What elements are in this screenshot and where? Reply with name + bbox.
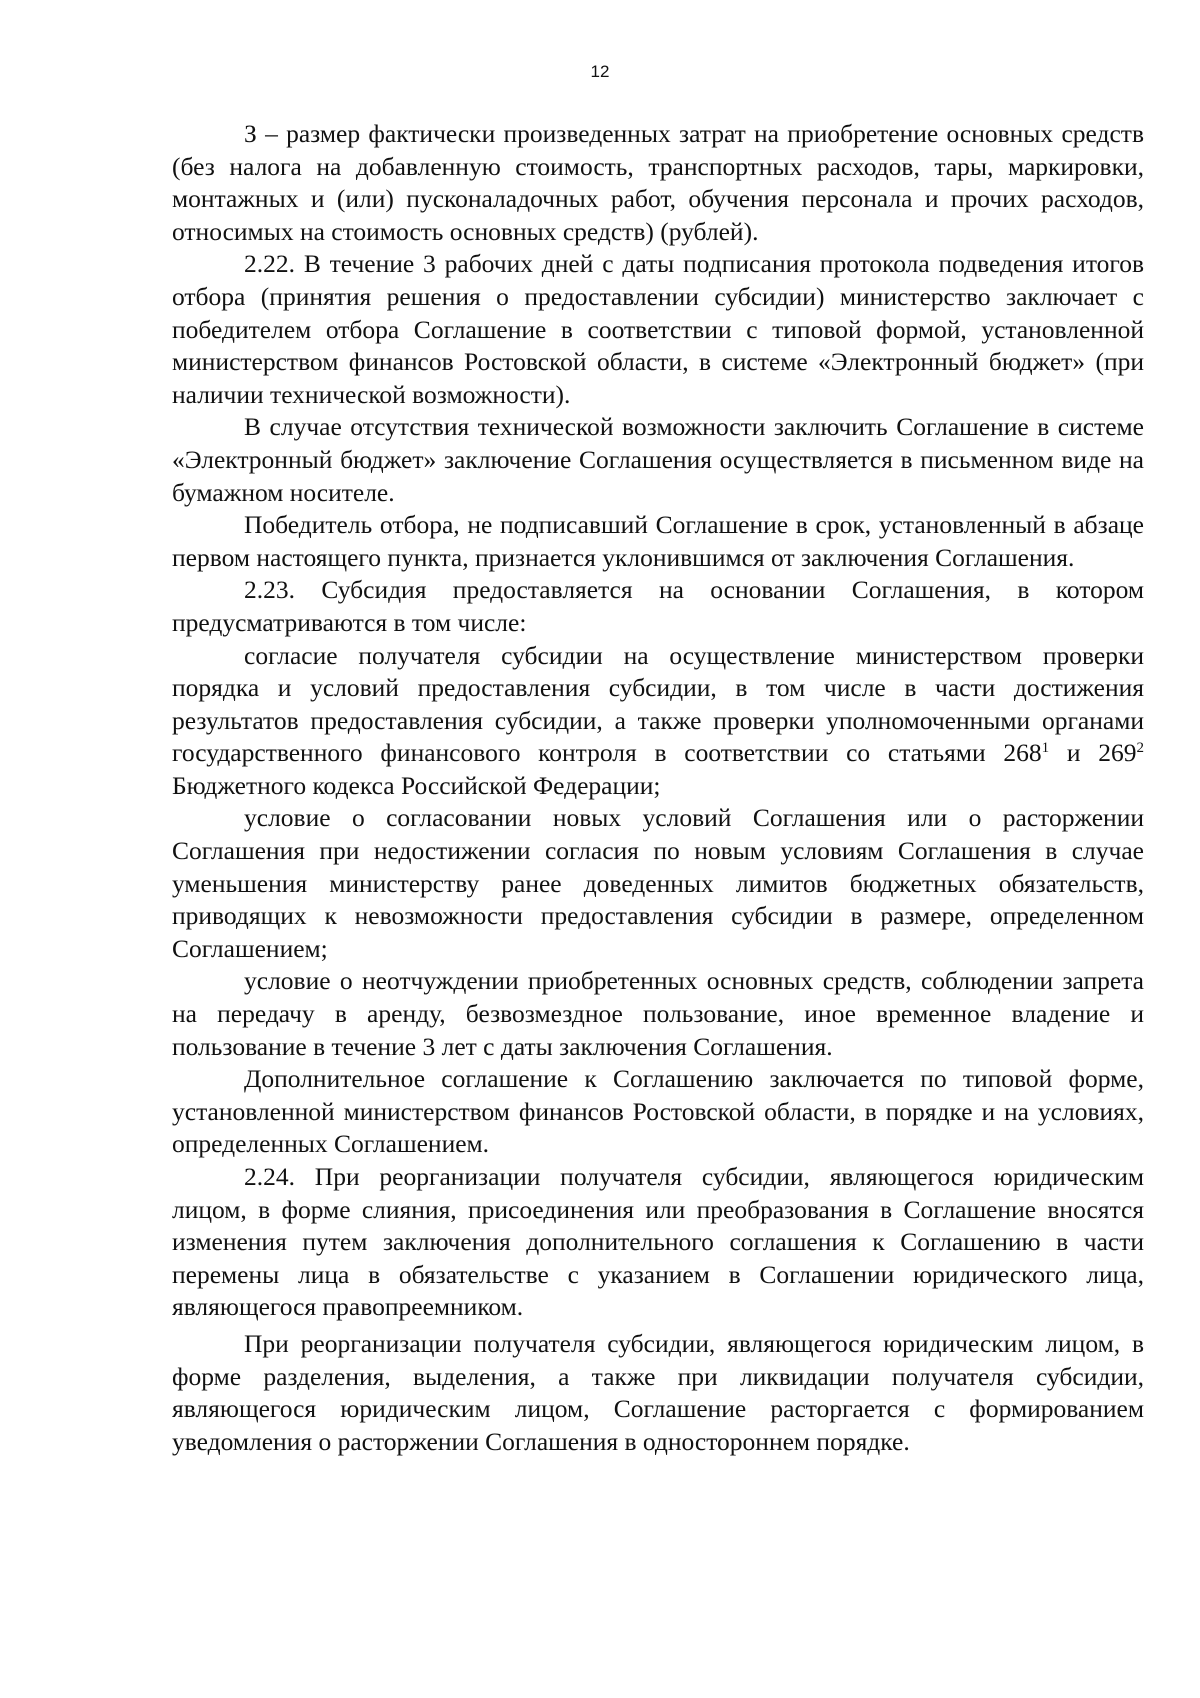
paragraph-non-alienation: условие о неотчуждении приобретенных основных средств, соблюдении запрета на передачу в аренду, безвозмездное пользование, иное временное владение и пользование в течение 3 лет с даты заключения Соглашения. [172,966,1144,1061]
paragraph-additional-agreement: Дополнительное соглашение к Соглашению заключается по типовой форме, установленной министерством финансов Ростовской области, в порядке и на условиях, определенных Соглашением. [172,1064,1144,1159]
paragraph-reorganization-termination: При реорганизации получателя субсидии, являющегося юридическим лицом, в форме разделения, выделения, а также при ликвидации получателя субсидии, являющегося юридическим лицом, Соглашение расторгается с формированием уведомления о расторжении Соглашения в одностороннем порядке. [172,1328,1144,1456]
consent-text-part1: согласие получателя субсидии на осуществление министерством проверки порядка и условий предоставления субсидии, в том числе в части достижения результатов предоставления субсидии, а также проверки уполномоченными органами государственного финансового контроля в соответствии со статьями 268 [172,640,1144,768]
paragraph-new-conditions: условие о согласовании новых условий Соглашения или о расторжении Соглашения при недостижении согласия по новым условиям Соглашения в случае уменьшения министерству ранее доведенных лимитов бюджетных обязательств, приводящих к невозможности предоставления субсидии в размере, определенном Соглашением; [172,803,1144,963]
paragraph-evasion: Победитель отбора, не подписавший Соглашение в срок, установленный в абзаце первом настоящего пункта, признается уклонившимся от заключения Соглашения. [172,510,1144,572]
consent-text-part3: Бюджетного кодекса Российской Федерации; [172,770,661,800]
document-body [172,118,1144,1458]
paragraph-2-23: 2.23. Субсидия предоставляется на основании Соглашения, в котором предусматриваются в том числе: [172,575,1144,637]
paragraph-no-technical-possibility: В случае отсутствия технической возможности заключить Соглашение в системе «Электронный бюджет» заключение Соглашения осуществляется в письменном виде на бумажном носителе. [172,412,1144,507]
page-number: 12 [590,62,610,81]
superscript-1: 1 [1041,740,1050,757]
paragraph-2-22: 2.22. В течение 3 рабочих дней с даты подписания протокола подведения итогов отбора (принятия решения о предоставлении субсидии) министерство заключает с победителем отбора Соглашение в соответствии с типовой формой, установленной министерством финансов Ростовской области, в системе «Электронный бюджет» (при наличии технической возможности). [172,249,1144,409]
paragraph-cost-definition: З – размер фактически произведенных затрат на приобретение основных средств (без налога на добавленную стоимость, транспортных расходов, тары, маркировки, монтажных и (или) пусконаладочных работ, обучения персонала и прочих расходов, относимых на стоимость основных средств) (рублей). [172,119,1144,246]
paragraph-consent [172,640,1144,803]
superscript-2: 2 [1136,740,1144,757]
consent-text-part2: и 269 [1049,738,1137,768]
paragraph-2-24: 2.24. При реорганизации получателя субсидии, являющегося юридическим лицом, в форме слияния, присоединения или преобразования в Соглашение вносятся изменения путем заключения дополнительного соглашения к Соглашению в части перемены лица в обязательстве с указанием в Соглашении юридического лица, являющегося правопреемником. [172,1162,1144,1322]
